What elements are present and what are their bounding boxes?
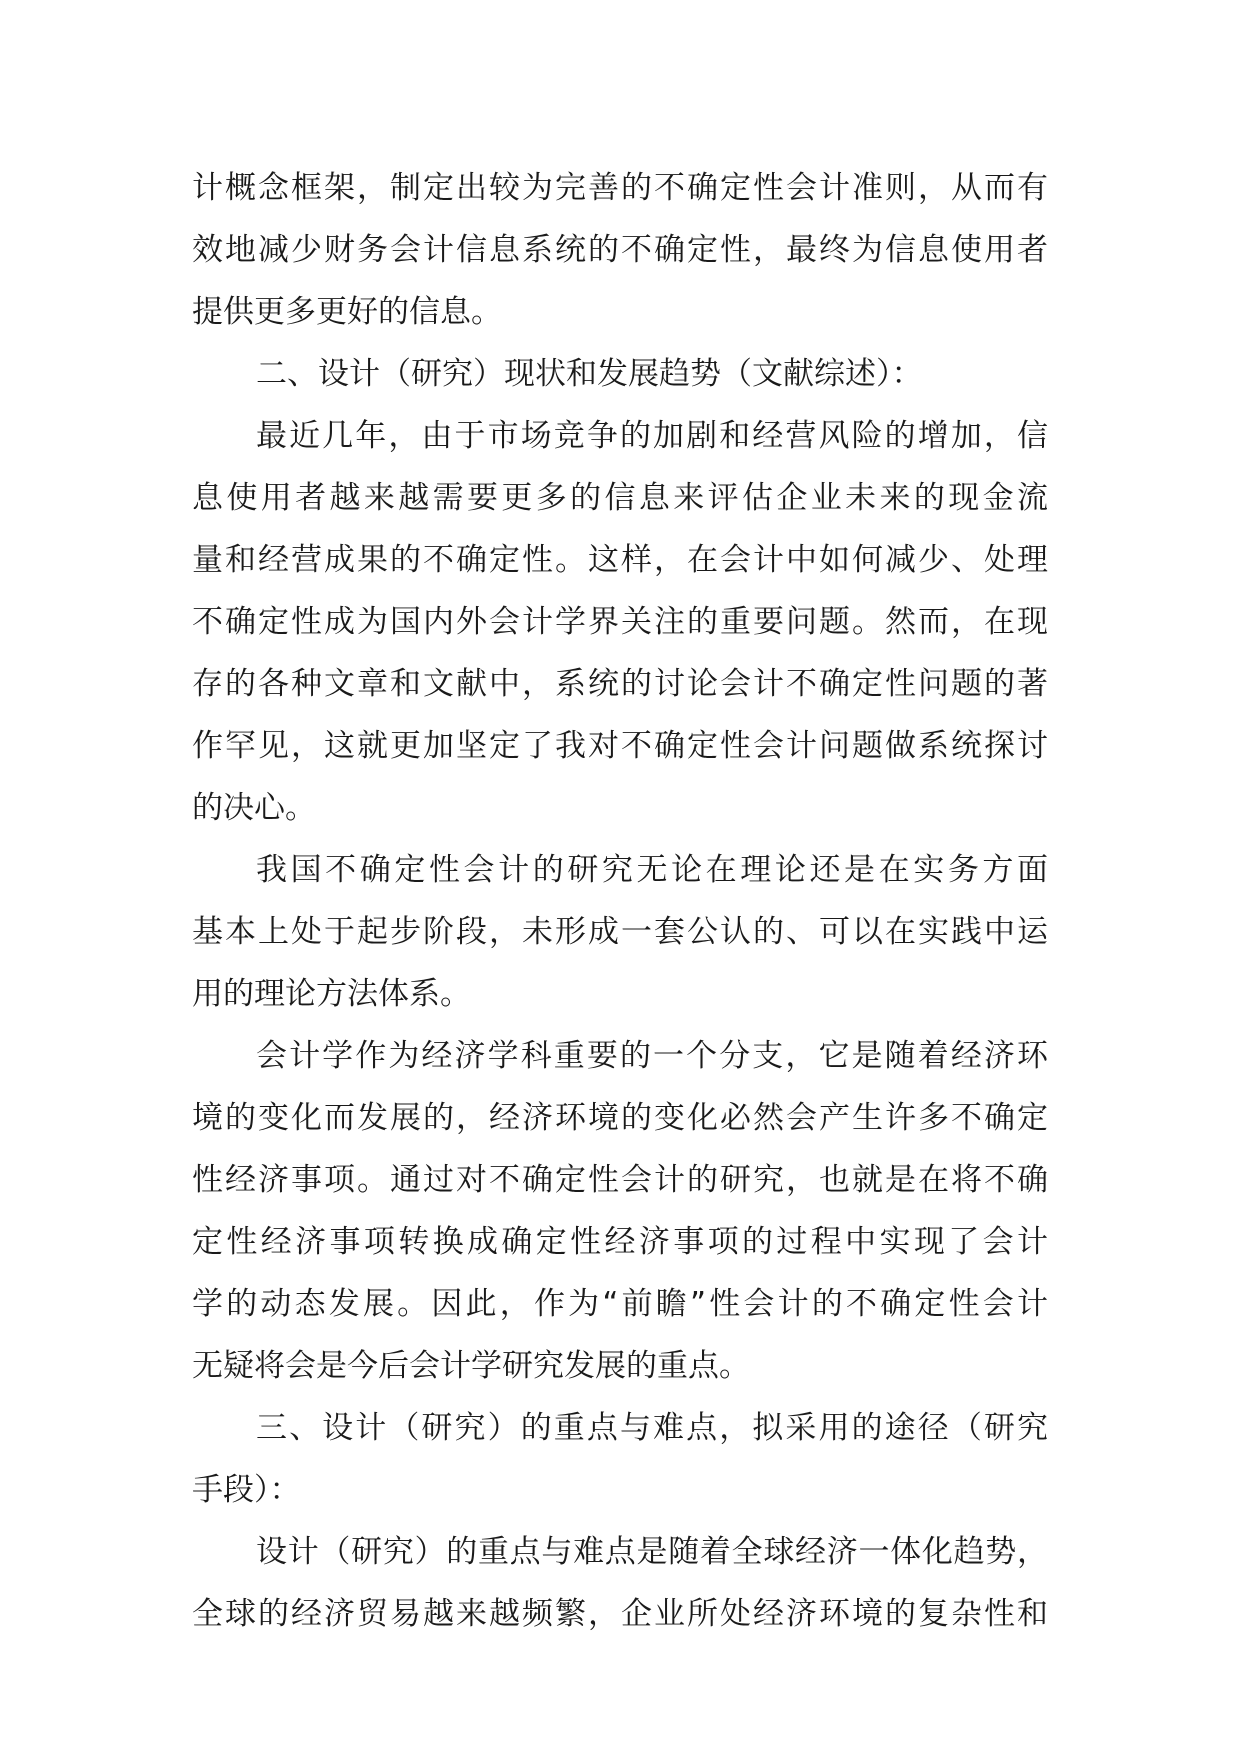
section-heading-2: 二、设计（研究）现状和发展趋势（文献综述）： — [256, 356, 923, 392]
text-line: 作罕见，这就更加坚定了我对不确定性会计问题做系统探讨 — [192, 728, 1048, 764]
text-line: 无疑将会是今后会计学研究发展的重点。 — [192, 1348, 750, 1384]
text-line: 基本上处于起步阶段，未形成一套公认的、可以在实践中运 — [192, 914, 1048, 950]
text-line: 存的各种文章和文献中，系统的讨论会计不确定性问题的著 — [192, 666, 1048, 702]
text-line: 不确定性成为国内外会计学界关注的重要问题。然而，在现 — [192, 604, 1048, 640]
text-line: 定性经济事项转换成确定性经济事项的过程中实现了会计 — [192, 1224, 1048, 1260]
text-line: 用的理论方法体系。 — [192, 976, 471, 1012]
section-heading-3: 三、设计（研究）的重点与难点，拟采用的途径（研究 — [256, 1410, 1048, 1446]
text-line: 最近几年，由于市场竞争的加剧和经营风险的增加，信 — [256, 418, 1048, 454]
text-line: 学的动态发展。因此，作为“前瞻”性会计的不确定性会计 — [192, 1286, 1048, 1322]
text-line: 息使用者越来越需要更多的信息来评估企业未来的现金流 — [192, 480, 1048, 516]
text-line: 提供更多更好的信息。 — [192, 294, 502, 330]
text-line: 会计学作为经济学科重要的一个分支，它是随着经济环 — [256, 1038, 1048, 1074]
document-body — [192, 157, 1048, 1645]
text-line: 计概念框架，制定出较为完善的不确定性会计准则，从而有 — [192, 170, 1048, 206]
text-line: 设计（研究）的重点与难点是随着全球经济一体化趋势， — [256, 1534, 1048, 1570]
text-line: 性经济事项。通过对不确定性会计的研究，也就是在将不确 — [192, 1162, 1048, 1198]
text-line: 境的变化而发展的，经济环境的变化必然会产生许多不确定 — [192, 1100, 1048, 1136]
text-line: 量和经营成果的不确定性。这样，在会计中如何减少、处理 — [192, 542, 1048, 578]
text-line: 效地减少财务会计信息系统的不确定性，最终为信息使用者 — [192, 232, 1048, 268]
text-line: 全球的经济贸易越来越频繁，企业所处经济环境的复杂性和 — [192, 1596, 1048, 1632]
section-heading-3-continued: 手段）： — [192, 1472, 301, 1508]
text-line: 我国不确定性会计的研究无论在理论还是在实务方面 — [256, 852, 1048, 888]
text-line: 的决心。 — [192, 790, 316, 826]
